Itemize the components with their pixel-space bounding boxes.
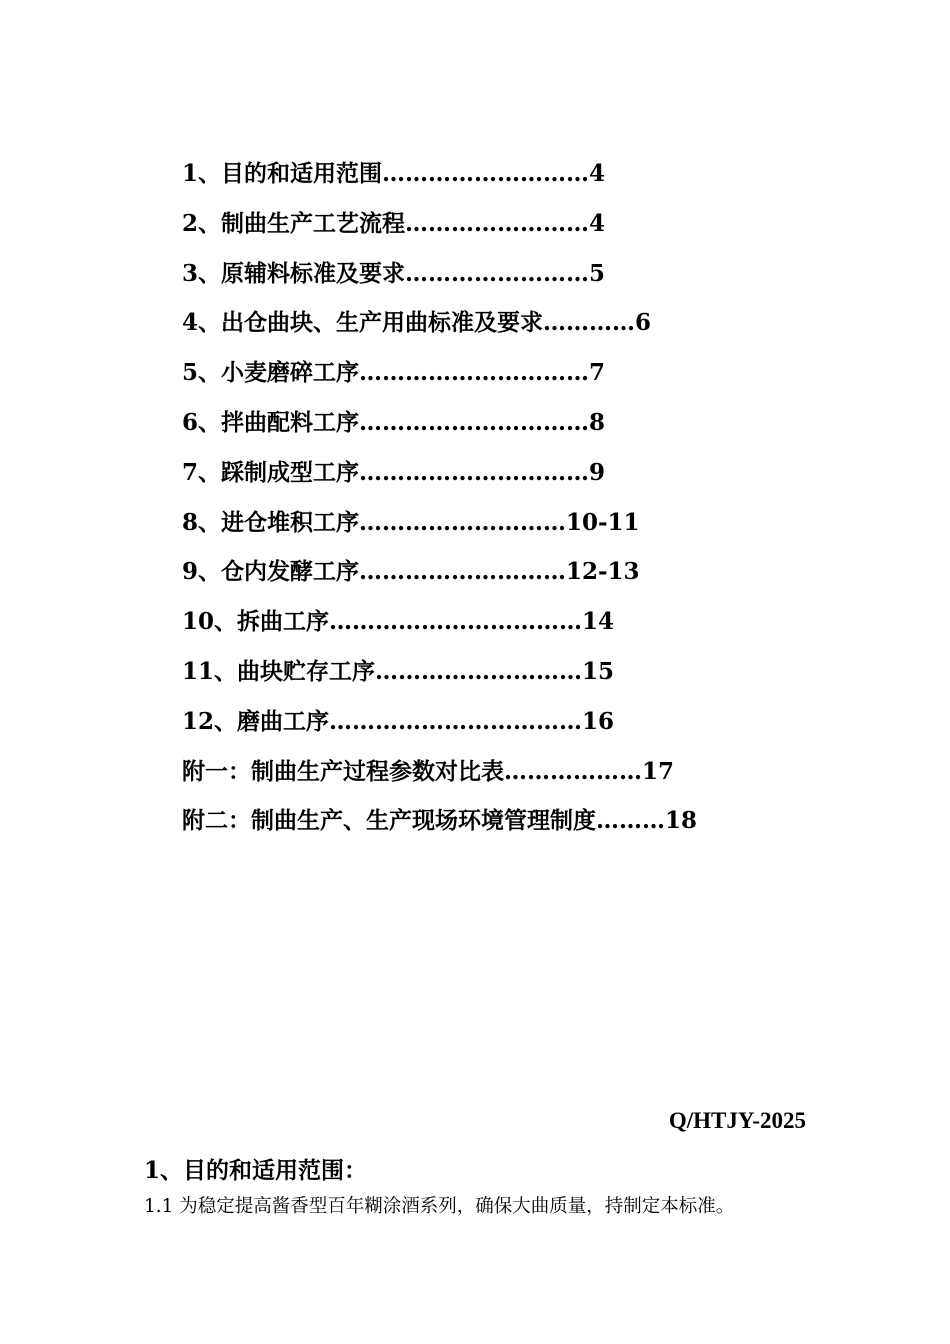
toc-entry[interactable]: 7、踩制成型工序…………………………9 (182, 458, 606, 486)
toc-entry[interactable]: 12、磨曲工序……………………………16 (182, 707, 615, 735)
toc-entry[interactable]: 4、出仓曲块、生产用曲标准及要求…………6 (182, 309, 652, 337)
document-code: Q/HTJY-2025 (668, 1108, 806, 1133)
toc-entry[interactable]: 2、制曲生产工艺流程……………………4 (182, 209, 606, 237)
toc-entry[interactable]: 6、拌曲配料工序…………………………8 (182, 408, 606, 436)
toc-entry[interactable]: 10、拆曲工序……………………………14 (182, 608, 615, 636)
toc-entry[interactable]: 1、目的和适用范围………………………4 (182, 160, 606, 187)
table-of-contents (182, 154, 697, 851)
section-paragraph: 1.1 为稳定提高酱香型百年糊涂酒系列，确保大曲质量，持制定本标准。 (144, 1196, 735, 1217)
toc-entry[interactable]: 附一：制曲生产过程参数对比表………………17 (182, 757, 675, 785)
toc-entry[interactable]: 5、小麦磨碎工序…………………………7 (182, 359, 606, 387)
toc-entry[interactable]: 8、进仓堆积工序………………………10-11 (182, 508, 640, 536)
toc-entry[interactable]: 9、仓内发酵工序………………………12-13 (182, 558, 640, 586)
toc-entry[interactable]: 3、原辅料标准及要求……………………5 (182, 259, 606, 287)
toc-entry[interactable]: 11、曲块贮存工序………………………15 (182, 657, 615, 685)
section-heading: 1、目的和适用范围： (144, 1157, 368, 1184)
toc-entry[interactable]: 附二：制曲生产、生产现场环境管理制度………18 (182, 807, 698, 835)
